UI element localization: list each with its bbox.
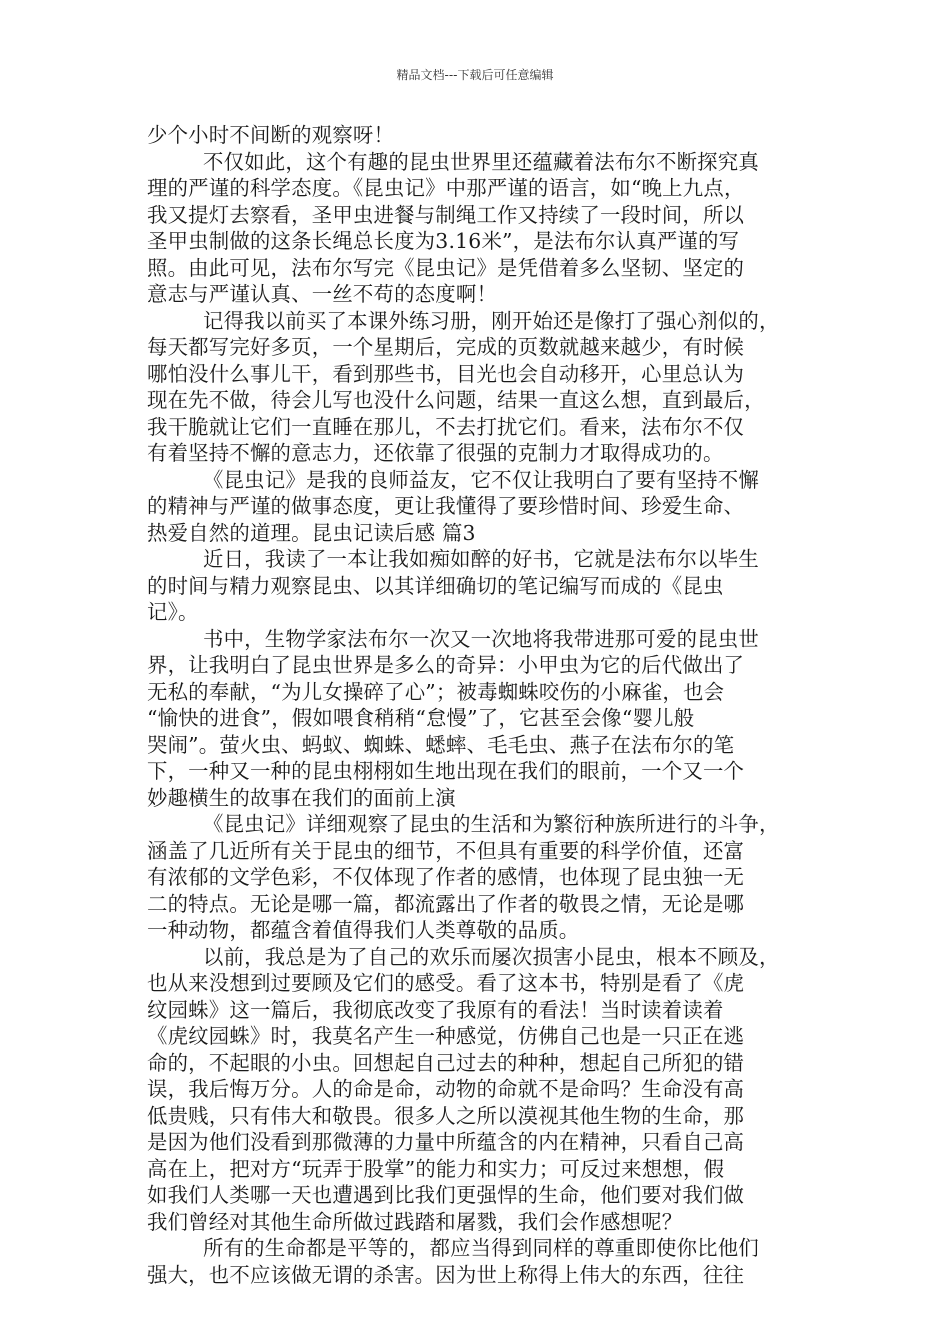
text-line: 下，一种又一种的昆虫栩栩如生地出现在我们的眼前，一个又一个 bbox=[147, 759, 745, 783]
text-line: 涵盖了几近所有关于昆虫的细节，不但具有重要的科学价值，还富 bbox=[147, 838, 745, 863]
paragraph-start: 不仅如此，这个有趣的昆虫世界里还蕴藏着法布尔不断探究真 bbox=[203, 149, 759, 174]
paragraph-start: 《昆虫记》详细观察了昆虫的生活和为繁衍种族所进行的斗争， bbox=[203, 812, 780, 836]
text-line: 《虎纹园蛛》时，我莫名产生一种感觉，仿佛自己也是一只正在逃 bbox=[147, 1024, 745, 1048]
paragraph-start: 书中，生物学家法布尔一次又一次地将我带进那可爱的昆虫世 bbox=[203, 626, 759, 651]
text-line: 是因为他们没看到那微薄的力量中所蕴含的内在精神，只看自己高 bbox=[147, 1130, 745, 1154]
page-header: 精品文档---下载后可任意编辑 bbox=[396, 68, 554, 82]
paragraph-start: 以前，我总是为了自己的欢乐而屡次损害小昆虫，根本不顾及， bbox=[203, 944, 780, 969]
text-line: 哪怕没什么事儿干，看到那些书，目光也会自动移开，心里总认为 bbox=[147, 361, 745, 386]
text-line: 现在先不做，待会儿写也没什么问题，结果一直这么想，直到最后， bbox=[147, 388, 765, 412]
text-line: 记》。 bbox=[147, 600, 199, 624]
text-line: 我又提灯去察看，圣甲虫进餐与制绳工作又持续了一段时间，所以 bbox=[147, 202, 745, 227]
text-line: 哭闹”。萤火虫、蚂蚁、蜘蛛、蟋蟀、毛毛虫、燕子在法布尔的笔 bbox=[147, 732, 735, 757]
text-line: 妙趣横生的故事在我们的面前上演 bbox=[147, 785, 456, 810]
text-line: 也从来没想到过要顾及它们的感受。看了这本书，特别是看了《虎 bbox=[147, 971, 745, 995]
text-line: 纹园蛛》这一篇后，我彻底改变了我原有的看法！当时读着读着 bbox=[147, 997, 724, 1022]
text-line: 界，让我明白了昆虫世界是多么的奇异：小甲虫为它的后代做出了 bbox=[147, 653, 745, 677]
text-line: 有浓郁的文学色彩，不仅体现了作者的感情，也体现了昆虫独一无 bbox=[147, 865, 745, 889]
paragraph-start: 记得我以前买了本课外练习册，刚开始还是像打了强心剂似的， bbox=[203, 308, 780, 333]
text-line: 我干脆就让它们一直睡在那儿，不去打扰它们。看来，法布尔不仅 bbox=[147, 414, 745, 439]
text-line: 的时间与精力观察昆虫、以其详细确切的笔记编写而成的《昆虫 bbox=[147, 573, 724, 598]
text-line: 每天都写完好多页，一个星期后，完成的页数就越来越少，有时候 bbox=[147, 335, 745, 359]
text-line: 圣甲虫制做的这条长绳总长度为3.16米”，是法布尔认真严谨的写 bbox=[147, 229, 740, 253]
text-line: 二的特点。无论是哪一篇，都流露出了作者的敬畏之情，无论是哪 bbox=[147, 891, 745, 916]
text-line: 的精神与严谨的做事态度，更让我懂得了要珍惜时间、珍爱生命、 bbox=[147, 494, 745, 518]
text-line: 高在上，把对方“玩弄于股掌”的能力和实力；可反过来想想，假 bbox=[147, 1156, 725, 1181]
text-line: 无私的奉献，“为儿女操碎了心”；被毒蜘蛛咬伤的小麻雀，也会 bbox=[147, 679, 725, 704]
text-line: 我们曾经对其他生命所做过践踏和屠戮，我们会作感想呢？ bbox=[147, 1209, 683, 1234]
text-line: 照。由此可见，法布尔写完《昆虫记》是凭借着多么坚韧、坚定的 bbox=[147, 255, 745, 280]
text-line: 低贵贱，只有伟大和敬畏。很多人之所以漠视其他生物的生命，那 bbox=[147, 1103, 745, 1128]
document-body bbox=[147, 122, 807, 1288]
text-line: 命的，不起眼的小虫。回想起自己过去的种种，想起自己所犯的错 bbox=[147, 1050, 745, 1075]
text-line: 理的严谨的科学态度。《昆虫记》中那严谨的语言，如“晚上九点， bbox=[147, 176, 745, 200]
text-line: 误，我后悔万分。人的命是命，动物的命就不是命吗？生命没有高 bbox=[147, 1077, 745, 1101]
text-line: 一种动物，都蕴含着值得我们人类尊敬的品质。 bbox=[147, 918, 580, 942]
text-line: 热爱自然的道理。昆虫记读后感 篇3 bbox=[147, 520, 476, 545]
text-line: 少个小时不间断的观察呀！ bbox=[147, 123, 395, 147]
text-line: 强大，也不应该做无谓的杀害。因为世上称得上伟大的东西，往往 bbox=[147, 1262, 745, 1287]
text-line: “愉快的进食”，假如喂食稍稍“怠慢”了，它甚至会像“婴儿般 bbox=[147, 706, 695, 730]
paragraph-start: 所有的生命都是平等的，都应当得到同样的尊重即使你比他们 bbox=[203, 1236, 759, 1260]
paragraph-start: 近日，我读了一本让我如痴如醉的好书，它就是法布尔以毕生 bbox=[203, 547, 759, 571]
text-line: 意志与严谨认真、一丝不苟的态度啊！ bbox=[147, 282, 498, 306]
text-line: 如我们人类哪一天也遭遇到比我们更强悍的生命，他们要对我们做 bbox=[147, 1183, 745, 1207]
paragraph-start: 《昆虫记》是我的良师益友，它不仅让我明白了要有坚持不懈 bbox=[203, 467, 759, 492]
text-line: 有着坚持不懈的意志力，还依靠了很强的克制力才取得成功的。 bbox=[147, 441, 724, 465]
